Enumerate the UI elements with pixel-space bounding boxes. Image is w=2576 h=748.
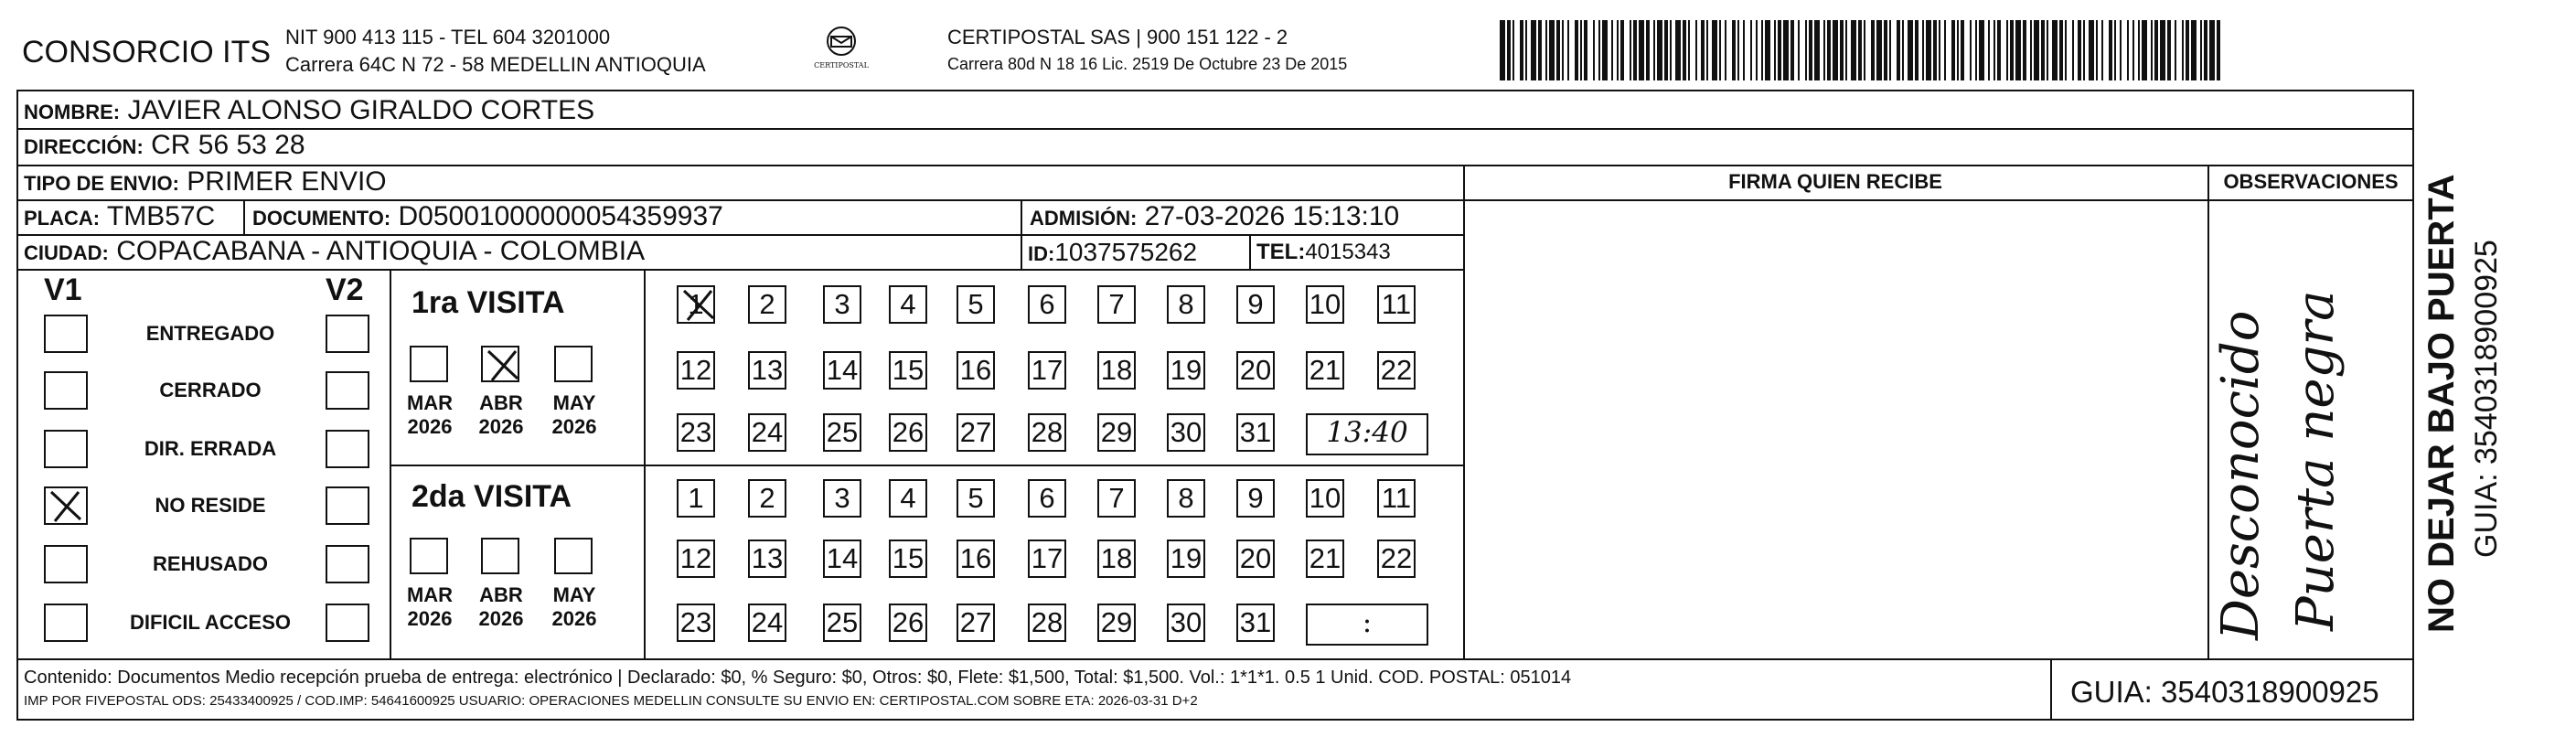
footer-guia: GUIA: 3540318900925 xyxy=(2070,675,2379,709)
v1-checkbox[interactable] xyxy=(44,430,88,468)
day-cell[interactable]: 29 xyxy=(1097,604,1136,642)
placa-row xyxy=(24,201,215,232)
second-visit-title: 2da VISITA xyxy=(412,479,572,514)
barcode xyxy=(1500,20,2228,80)
day-cell[interactable]: 15 xyxy=(889,540,927,578)
ciudad-label: CIUDAD: xyxy=(24,241,109,264)
id-value: 1037575262 xyxy=(1054,238,1198,266)
day-cell[interactable]: 31 xyxy=(1236,604,1275,642)
day-cell[interactable]: 5 xyxy=(957,479,995,518)
day-cell[interactable]: 30 xyxy=(1167,604,1205,642)
observaciones-label: OBSERVACIONES xyxy=(2223,170,2399,193)
v1-checkbox[interactable] xyxy=(44,604,88,642)
day-cell[interactable]: 23 xyxy=(677,604,715,642)
day-cell[interactable]: 28 xyxy=(1028,604,1066,642)
v1-checkbox[interactable] xyxy=(44,486,88,525)
observaciones-handwriting-1: Desconocido xyxy=(2211,310,2271,640)
v2-label: V2 xyxy=(326,272,364,307)
month-checkbox[interactable] xyxy=(554,346,593,382)
month-checkbox[interactable] xyxy=(410,538,448,574)
logo-text: CERTIPOSTAL xyxy=(814,61,869,69)
day-cell[interactable]: 6 xyxy=(1028,479,1066,518)
day-cell[interactable]: 26 xyxy=(889,604,927,642)
month-label: ABR 2026 xyxy=(478,391,524,438)
day-cell[interactable]: 9 xyxy=(1236,285,1275,324)
status-label: REHUSADO xyxy=(153,552,268,575)
day-cell[interactable]: 18 xyxy=(1097,540,1136,578)
time-box[interactable]: 13:40 xyxy=(1306,413,1428,455)
certipostal-logo xyxy=(814,26,869,75)
day-cell[interactable]: 4 xyxy=(889,285,927,324)
day-cell[interactable]: 2 xyxy=(748,479,786,518)
nombre-row xyxy=(24,95,594,126)
day-cell[interactable]: 10 xyxy=(1306,285,1344,324)
v2-checkbox[interactable] xyxy=(326,486,369,525)
tel-label: TEL: xyxy=(1256,240,1306,264)
ciudad-row xyxy=(24,236,645,267)
status-label: DIFICIL ACCESO xyxy=(129,611,291,634)
day-cell[interactable]: 3 xyxy=(823,479,861,518)
day-cell[interactable]: 27 xyxy=(957,604,995,642)
admision-value: 27-03-2026 15:13:10 xyxy=(1144,201,1400,231)
v1-label: V1 xyxy=(44,272,82,307)
day-cell[interactable]: 9 xyxy=(1236,479,1275,518)
day-cell[interactable]: 12 xyxy=(677,351,715,390)
day-cell[interactable]: 7 xyxy=(1097,285,1136,324)
day-cell[interactable]: 31 xyxy=(1236,413,1275,452)
nombre-value: JAVIER ALONSO GIRALDO CORTES xyxy=(127,95,595,125)
v2-checkbox[interactable] xyxy=(326,604,369,642)
day-cell[interactable]: 25 xyxy=(823,413,861,452)
nombre-label: NOMBRE: xyxy=(24,101,121,123)
day-cell[interactable]: 8 xyxy=(1167,479,1205,518)
day-cell[interactable]: 28 xyxy=(1028,413,1066,452)
tipo-value: PRIMER ENVIO xyxy=(187,166,387,197)
company-address: Carrera 64C N 72 - 58 MEDELLIN ANTIOQUIA xyxy=(285,53,706,76)
side-warning: NO DEJAR BAJO PUERTA xyxy=(2421,174,2462,633)
day-cell[interactable]: 5 xyxy=(957,285,995,324)
footer-line-2: IMP POR FIVEPOSTAL ODS: 25433400925 / COD.IMP: 54641600925 USUARIO: OPERACIONES MEDELLIN CONSULTE SU ENVIO EN: CERTIPOSTAL.COM SOBRE ETA: 2026-03-31 D+2 xyxy=(24,693,1198,709)
check-mark-icon xyxy=(679,287,719,322)
ciudad-value: COPACABANA - ANTIOQUIA - COLOMBIA xyxy=(116,236,646,266)
direccion-label: DIRECCIÓN: xyxy=(24,135,144,158)
first-visit-title: 1ra VISITA xyxy=(412,285,565,320)
day-cell[interactable]: 24 xyxy=(748,604,786,642)
v1-checkbox[interactable] xyxy=(44,371,88,410)
day-cell[interactable]: 11 xyxy=(1377,479,1416,518)
day-cell[interactable]: 22 xyxy=(1377,540,1416,578)
day-cell[interactable]: 30 xyxy=(1167,413,1205,452)
day-cell[interactable]: 15 xyxy=(889,351,927,390)
day-cell[interactable]: 13 xyxy=(748,351,786,390)
tel-row xyxy=(1256,240,1391,265)
day-cell[interactable]: 10 xyxy=(1306,479,1344,518)
status-label: DIR. ERRADA xyxy=(144,437,277,460)
documento-value: D05001000000054359937 xyxy=(398,201,723,231)
day-cell[interactable]: 23 xyxy=(677,413,715,452)
v2-checkbox[interactable] xyxy=(326,430,369,468)
day-cell[interactable]: 1 xyxy=(677,479,715,518)
time-box[interactable]: : xyxy=(1306,604,1428,646)
status-label: ENTREGADO xyxy=(145,322,275,345)
day-cell[interactable]: 17 xyxy=(1028,351,1066,390)
courier-address: Carrera 80d N 18 16 Lic. 2519 De Octubre 23 De 2015 xyxy=(947,55,1348,73)
day-cell[interactable]: 20 xyxy=(1236,540,1275,578)
check-mark-icon xyxy=(483,347,523,382)
v2-checkbox[interactable] xyxy=(326,545,369,583)
company-name: CONSORCIO ITS xyxy=(22,35,272,69)
month-label: ABR 2026 xyxy=(478,583,524,630)
day-cell[interactable]: 6 xyxy=(1028,285,1066,324)
day-cell[interactable]: 14 xyxy=(823,540,861,578)
status-label: CERRADO xyxy=(159,379,262,401)
v2-checkbox[interactable] xyxy=(326,371,369,410)
firma-label: FIRMA QUIEN RECIBE xyxy=(1728,170,1942,193)
courier-name: CERTIPOSTAL SAS | 900 151 122 - 2 xyxy=(947,26,1288,48)
placa-value: TMB57C xyxy=(106,201,216,231)
day-cell[interactable]: 25 xyxy=(823,604,861,642)
day-cell[interactable]: 20 xyxy=(1236,351,1275,390)
day-cell[interactable]: 1 xyxy=(677,285,715,324)
day-cell[interactable]: 4 xyxy=(889,479,927,518)
id-label: ID: xyxy=(1028,242,1055,265)
side-guia: GUIA: 3540318900925 xyxy=(2469,240,2504,558)
day-cell[interactable]: 2 xyxy=(748,285,786,324)
month-checkbox[interactable] xyxy=(481,538,519,574)
direccion-value: CR 56 53 28 xyxy=(151,130,305,160)
admision-label: ADMISIÓN: xyxy=(1030,207,1138,230)
day-cell[interactable]: 12 xyxy=(677,540,715,578)
day-cell[interactable]: 21 xyxy=(1306,540,1344,578)
day-cell[interactable]: 27 xyxy=(957,413,995,452)
day-cell[interactable]: 29 xyxy=(1097,413,1136,452)
observaciones-handwriting-2: Puerta negra xyxy=(2286,290,2346,631)
barcode-bar xyxy=(2220,20,2222,80)
day-cell[interactable]: 24 xyxy=(748,413,786,452)
id-row xyxy=(1028,238,1197,267)
month-label: MAR 2026 xyxy=(406,583,454,630)
documento-row xyxy=(252,201,723,232)
day-cell[interactable]: 19 xyxy=(1167,540,1205,578)
day-cell[interactable]: 17 xyxy=(1028,540,1066,578)
tipo-row xyxy=(24,166,387,198)
month-label: MAY 2026 xyxy=(551,583,597,630)
envelope-logo-icon xyxy=(823,26,860,57)
day-cell[interactable]: 22 xyxy=(1377,351,1416,390)
direccion-row xyxy=(24,130,305,161)
v1-checkbox[interactable] xyxy=(44,315,88,353)
documento-label: DOCUMENTO: xyxy=(252,207,391,230)
day-cell[interactable]: 19 xyxy=(1167,351,1205,390)
month-checkbox[interactable] xyxy=(481,346,519,382)
day-cell[interactable]: 13 xyxy=(748,540,786,578)
day-cell[interactable]: 3 xyxy=(823,285,861,324)
v2-checkbox[interactable] xyxy=(326,315,369,353)
day-cell[interactable]: 14 xyxy=(823,351,861,390)
month-label: MAY 2026 xyxy=(551,391,597,438)
v1-checkbox[interactable] xyxy=(44,545,88,583)
month-label: MAR 2026 xyxy=(406,391,454,438)
check-mark-icon xyxy=(46,488,86,523)
tipo-label: TIPO DE ENVIO: xyxy=(24,172,179,195)
footer-line-1: Contenido: Documentos Medio recepción prueba de entrega: electrónico | Declarado: $0, % Seguro: $0, Otros: $0, Flete: $1,500, Total: $1,500. Vol.: 1*1*1. 0.5 1 Unid. COD. POSTAL: 051014 xyxy=(24,668,1572,688)
day-cell[interactable]: 21 xyxy=(1306,351,1344,390)
status-label: NO RESIDE xyxy=(155,494,266,517)
day-cell[interactable]: 8 xyxy=(1167,285,1205,324)
day-cell[interactable]: 26 xyxy=(889,413,927,452)
day-cell[interactable]: 18 xyxy=(1097,351,1136,390)
month-checkbox[interactable] xyxy=(410,346,448,382)
month-checkbox[interactable] xyxy=(554,538,593,574)
day-cell[interactable]: 11 xyxy=(1377,285,1416,324)
company-nit: NIT 900 413 115 - TEL 604 3201000 xyxy=(285,26,611,48)
day-cell[interactable]: 16 xyxy=(957,351,995,390)
admision-row xyxy=(1030,201,1399,232)
day-cell[interactable]: 16 xyxy=(957,540,995,578)
tel-value: 4015343 xyxy=(1305,240,1391,264)
placa-label: PLACA: xyxy=(24,207,101,230)
day-cell[interactable]: 7 xyxy=(1097,479,1136,518)
